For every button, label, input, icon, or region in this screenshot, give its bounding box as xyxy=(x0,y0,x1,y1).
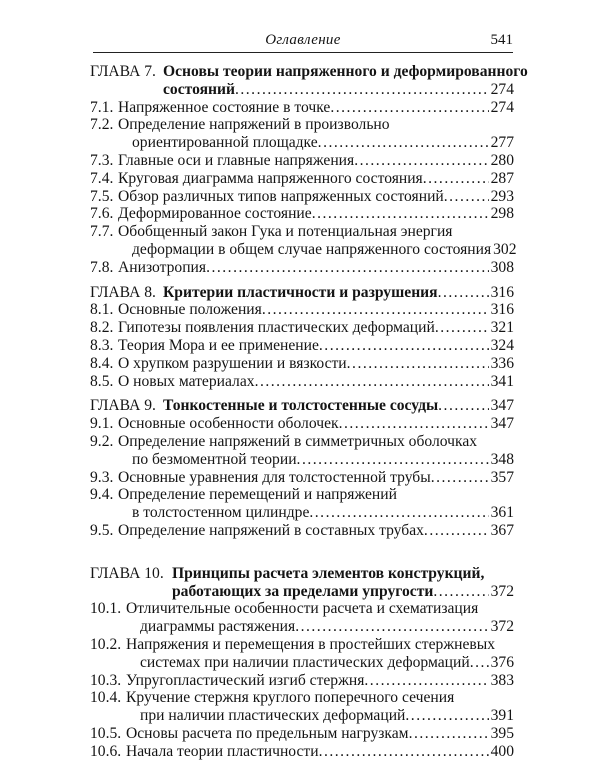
dot-leader xyxy=(118,355,514,373)
chapter-heading xyxy=(90,565,514,583)
toc-page-number: 341 xyxy=(490,372,514,390)
toc-line xyxy=(90,451,514,469)
toc-line xyxy=(90,618,514,636)
toc-line xyxy=(90,397,514,415)
toc-line xyxy=(90,205,514,223)
dot-leader xyxy=(140,618,514,636)
dot-leader xyxy=(140,654,514,672)
section-title: Основные положения xyxy=(118,301,262,319)
leader-dots xyxy=(423,170,489,188)
leader-dots xyxy=(297,451,489,469)
leader-dots xyxy=(309,504,488,522)
section-number: 7.5. xyxy=(90,187,114,205)
table-of-contents xyxy=(90,63,528,760)
leader-dots xyxy=(444,188,489,206)
dot-leader xyxy=(118,469,514,487)
dot-leader xyxy=(118,259,514,277)
leader-dots xyxy=(435,319,489,337)
leader-dots xyxy=(433,583,488,601)
leader-dots xyxy=(409,725,489,743)
section-title: Анизотропия xyxy=(118,258,207,276)
section-title: деформации в общем случае напряженного состояния xyxy=(132,240,492,258)
dot-leader xyxy=(118,152,514,170)
dot-leader xyxy=(118,415,514,433)
leader-dots xyxy=(318,134,489,152)
running-header-title: Оглавление xyxy=(265,32,341,48)
section-number: 10.5. xyxy=(90,724,122,742)
toc-line xyxy=(90,522,514,540)
dot-leader xyxy=(118,319,514,337)
section-number: 9.3. xyxy=(90,468,114,486)
section-number: 8.5. xyxy=(90,372,114,390)
toc-line xyxy=(90,469,514,487)
leader-dots xyxy=(330,99,488,117)
section-title: в толстостенном цилиндре xyxy=(132,504,310,522)
section-number: 10.3. xyxy=(90,671,122,689)
leader-dots xyxy=(262,301,489,319)
toc-page-number: 336 xyxy=(490,354,514,372)
toc-line xyxy=(90,725,514,743)
section-title: ориентированной площадке xyxy=(132,134,318,152)
section-number: 9.5. xyxy=(90,521,114,539)
toc-page-number: 287 xyxy=(490,169,514,187)
section-number: 10.1. xyxy=(90,600,122,618)
toc-line xyxy=(90,81,514,99)
chapter-title: работающих за пределами упругости xyxy=(172,582,434,600)
dot-leader xyxy=(118,373,514,391)
leader-dots xyxy=(255,373,489,391)
toc-line xyxy=(90,284,514,302)
toc-line xyxy=(90,433,514,451)
toc-page-number: 321 xyxy=(490,319,514,337)
leader-dots xyxy=(405,707,488,725)
dot-leader xyxy=(118,170,514,188)
toc-line xyxy=(90,689,514,707)
leader-dots xyxy=(431,469,489,487)
section-number: 9.4. xyxy=(90,486,114,504)
chapter-title: Основы теории напряженного и деформированного xyxy=(163,63,528,80)
toc-line xyxy=(90,337,514,355)
toc-page-number: 395 xyxy=(490,724,514,742)
dot-leader xyxy=(126,725,514,743)
toc-line xyxy=(90,223,514,241)
toc-page-number: 274 xyxy=(490,98,514,116)
section-number: 8.1. xyxy=(90,301,114,319)
section-number: 8.2. xyxy=(90,319,114,337)
section-title: Главные оси и главные напряжения xyxy=(118,151,355,169)
leader-dots xyxy=(235,81,489,99)
toc-line xyxy=(90,188,514,206)
section-number: 8.3. xyxy=(90,336,114,354)
toc-line xyxy=(90,259,514,277)
dot-leader xyxy=(118,205,514,223)
section-title: Кручение стержня круглого поперечного сечения xyxy=(126,689,455,707)
toc-page-number: 391 xyxy=(490,707,514,725)
page-number: 541 xyxy=(490,32,513,48)
toc-line xyxy=(90,504,514,522)
dot-leader xyxy=(126,672,514,690)
toc-line xyxy=(90,134,514,152)
toc-line xyxy=(90,319,514,337)
toc-line xyxy=(90,707,514,725)
section-title: Гипотезы появления пластических деформаций xyxy=(118,319,435,337)
toc-page-number: 302 xyxy=(493,240,517,258)
toc-line xyxy=(90,240,517,259)
leader-dots xyxy=(312,205,489,223)
section-title: системах при наличии пластических деформаций xyxy=(140,653,470,671)
running-header xyxy=(93,26,513,53)
section-number: 7.8. xyxy=(90,258,114,276)
section-title: Теория Мора и ее применение xyxy=(118,336,319,354)
section-number: 10.4. xyxy=(90,689,122,707)
chapter-title: состояний xyxy=(163,80,235,98)
toc-line xyxy=(90,373,514,391)
chapter-label: ГЛАВА 9. xyxy=(90,397,156,415)
section-number: 7.3. xyxy=(90,151,114,169)
dot-leader xyxy=(163,397,514,415)
chapter-label: ГЛАВА 8. xyxy=(90,283,156,301)
toc-page-number: 372 xyxy=(490,582,514,600)
dot-leader xyxy=(118,522,514,540)
dot-leader xyxy=(132,504,514,522)
dot-leader xyxy=(132,451,514,469)
dot-leader xyxy=(132,240,517,259)
dot-leader xyxy=(172,583,514,601)
chapter-heading xyxy=(90,63,528,81)
section-title: О новых материалах xyxy=(118,372,255,390)
section-title: Отличительные особенности расчета и схематизация xyxy=(126,600,479,618)
spacer xyxy=(90,540,514,565)
toc-page-number: 316 xyxy=(490,283,514,301)
section-number: 9.2. xyxy=(90,432,114,450)
section-title: Обзор различных типов напряженных состояний xyxy=(118,187,444,205)
toc-page-number: 293 xyxy=(490,187,514,205)
toc-line xyxy=(90,583,514,601)
toc-line xyxy=(90,636,514,654)
leader-dots xyxy=(354,152,488,170)
section-number: 7.1. xyxy=(90,98,114,116)
dot-leader xyxy=(118,188,514,206)
section-title: Основы расчета по предельным нагрузкам xyxy=(126,724,409,742)
section-title: Напряжения и перемещения в простейших стержневых xyxy=(126,635,496,653)
dot-leader xyxy=(140,707,514,725)
toc-page-number: 277 xyxy=(490,134,514,152)
leader-dots xyxy=(364,672,488,690)
dot-leader xyxy=(118,337,514,355)
toc-page-number: 280 xyxy=(490,151,514,169)
leader-dots xyxy=(347,355,489,373)
chapter-title: Критерии пластичности и разрушения xyxy=(163,283,438,301)
toc-page-number: 376 xyxy=(490,653,514,671)
section-title: по безмоментной теории xyxy=(132,450,297,468)
toc-page-number: 308 xyxy=(490,258,514,276)
toc-page-number: 274 xyxy=(490,80,514,98)
section-number: 7.7. xyxy=(90,223,114,241)
toc-line xyxy=(90,116,514,134)
dot-leader xyxy=(163,81,514,99)
toc-page-number: 347 xyxy=(490,415,514,433)
leader-dots xyxy=(438,284,489,302)
section-title: Деформированное состояние xyxy=(118,205,312,223)
section-title: Определение напряжений в произвольно xyxy=(118,116,390,134)
toc-line xyxy=(90,600,514,618)
toc-page-number: 400 xyxy=(490,742,514,760)
leader-dots xyxy=(295,618,488,636)
leader-dots xyxy=(319,337,489,355)
chapter-title: Принципы расчета элементов конструкций, xyxy=(172,564,485,582)
section-number: 10.2. xyxy=(90,635,122,653)
toc-line xyxy=(90,486,514,504)
section-title: Напряженное состояние в точке xyxy=(118,98,331,116)
dot-leader xyxy=(118,301,514,319)
toc-page-number: 361 xyxy=(490,504,514,522)
toc-line xyxy=(90,170,514,188)
spacer xyxy=(90,390,514,397)
section-number: 7.2. xyxy=(90,116,114,134)
toc-line xyxy=(90,355,514,373)
section-title: Определение напряжений в симметричных оболочках xyxy=(118,432,478,450)
leader-dots xyxy=(470,654,489,672)
toc-page-number: 383 xyxy=(490,671,514,689)
toc-line xyxy=(90,152,514,170)
dot-leader xyxy=(126,743,514,760)
section-title: Начала теории пластичности xyxy=(126,742,319,760)
dot-leader xyxy=(118,99,514,117)
toc-page-number: 357 xyxy=(490,468,514,486)
dot-leader xyxy=(163,284,514,302)
section-title: Определение напряжений в составных трубах xyxy=(118,521,424,539)
toc-line xyxy=(90,672,514,690)
toc-page-number: 348 xyxy=(490,450,514,468)
spacer xyxy=(90,277,514,284)
chapter-title: Тонкостенные и толстостенные сосуды xyxy=(163,397,439,415)
chapter-label: ГЛАВА 7. xyxy=(90,63,156,80)
section-title: диаграммы растяжения xyxy=(140,618,296,636)
toc-line xyxy=(90,743,514,760)
chapter-label: ГЛАВА 10. xyxy=(90,564,164,582)
toc-page-number: 367 xyxy=(490,521,514,539)
section-title: Круговая диаграмма напряженного состояния xyxy=(118,169,423,187)
section-title: Обобщенный закон Гука и потенциальная энергия xyxy=(118,223,453,241)
section-number: 10.6. xyxy=(90,742,122,760)
leader-dots xyxy=(319,743,489,760)
section-title: О хрупком разрушении и вязкости xyxy=(118,354,347,372)
leader-dots xyxy=(206,259,489,277)
section-title: Упругопластический изгиб стержня xyxy=(126,671,365,689)
section-number: 9.1. xyxy=(90,415,114,433)
toc-line xyxy=(90,654,514,672)
toc-line xyxy=(90,415,514,433)
toc-page-number: 324 xyxy=(490,336,514,354)
section-number: 7.6. xyxy=(90,205,114,223)
section-title: Основные уравнения для толстостенной трубы xyxy=(118,468,431,486)
toc-page-number: 316 xyxy=(490,301,514,319)
section-title: при наличии пластических деформаций xyxy=(140,707,406,725)
leader-dots xyxy=(424,522,489,540)
toc-page-number: 298 xyxy=(490,205,514,223)
section-number: 7.4. xyxy=(90,169,114,187)
leader-dots xyxy=(438,397,488,415)
dot-leader xyxy=(132,134,514,152)
toc-page-number: 347 xyxy=(490,397,514,415)
toc-line xyxy=(90,99,514,117)
section-title: Основные особенности оболочек xyxy=(118,415,339,433)
section-title: Определение перемещений и напряжений xyxy=(118,486,397,504)
leader-dots xyxy=(339,415,489,433)
section-number: 8.4. xyxy=(90,354,114,372)
toc-page-number: 372 xyxy=(490,618,514,636)
toc-line xyxy=(90,301,514,319)
